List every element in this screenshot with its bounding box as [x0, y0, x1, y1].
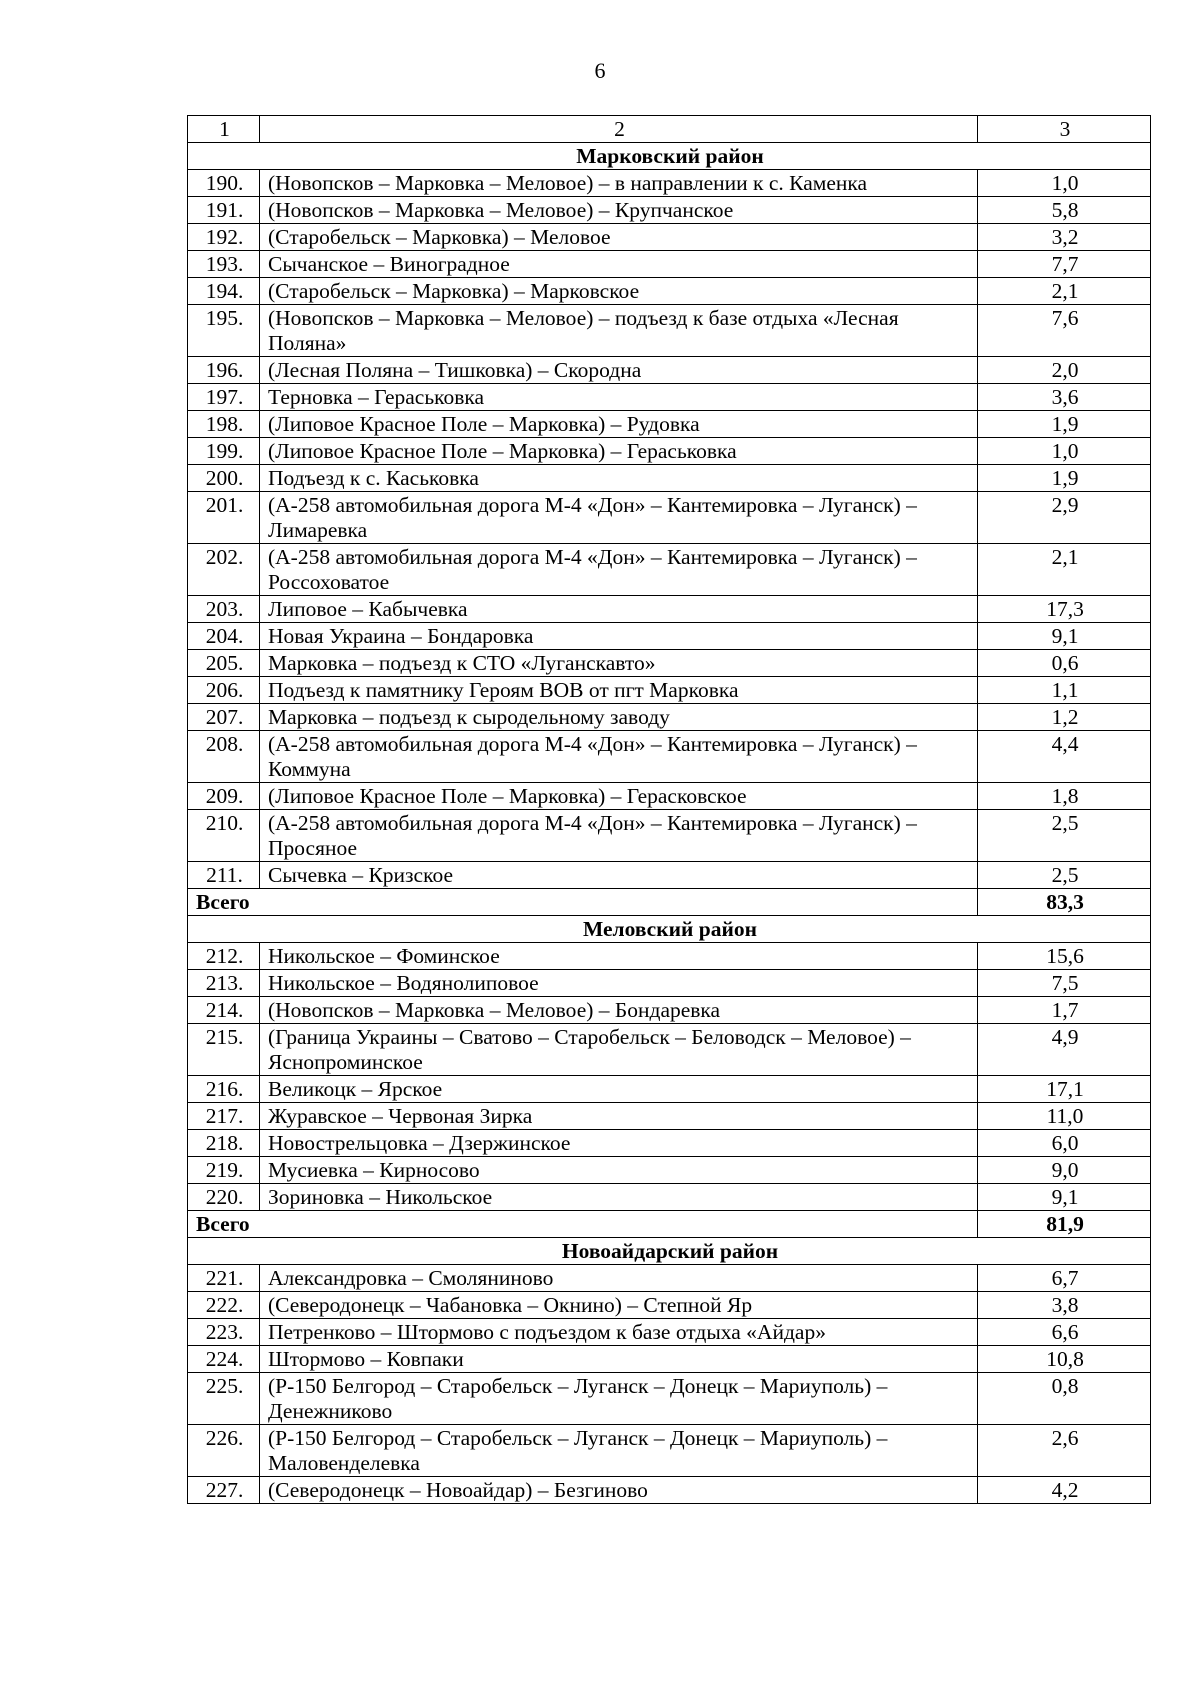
total-label: Всего — [188, 889, 978, 916]
road-length: 11,0 — [978, 1103, 1151, 1130]
column-number-1: 1 — [188, 116, 260, 143]
road-length: 1,1 — [978, 677, 1151, 704]
row-number: 195. — [188, 305, 260, 357]
row-number: 199. — [188, 438, 260, 465]
column-number-row — [188, 116, 1151, 143]
road-name: (Новопсков – Марковка – Меловое) – подъезд к базе отдыха «Лесная Поляна» — [260, 305, 978, 357]
road-name: Штормово – Ковпаки — [260, 1346, 978, 1373]
table-row — [188, 943, 1151, 970]
road-length: 0,6 — [978, 650, 1151, 677]
road-name: Журавское – Червоная Зирка — [260, 1103, 978, 1130]
district-name: Марковский район — [188, 143, 1151, 170]
row-number: 205. — [188, 650, 260, 677]
table-row — [188, 224, 1151, 251]
table-row — [188, 970, 1151, 997]
roads-table — [187, 115, 1151, 1504]
road-length: 9,0 — [978, 1157, 1151, 1184]
row-number: 213. — [188, 970, 260, 997]
road-length: 1,0 — [978, 170, 1151, 197]
road-length: 9,1 — [978, 1184, 1151, 1211]
road-length: 1,2 — [978, 704, 1151, 731]
row-number: 209. — [188, 783, 260, 810]
table-row — [188, 1157, 1151, 1184]
row-number: 207. — [188, 704, 260, 731]
road-name: Подъезд к памятнику Героям ВОВ от пгт Марковка — [260, 677, 978, 704]
row-number: 193. — [188, 251, 260, 278]
road-name: (Новопсков – Марковка – Меловое) – Крупчанское — [260, 197, 978, 224]
row-number: 192. — [188, 224, 260, 251]
table-row — [188, 411, 1151, 438]
road-name: (Липовое Красное Поле – Марковка) – Рудовка — [260, 411, 978, 438]
road-length: 1,8 — [978, 783, 1151, 810]
table-row — [188, 623, 1151, 650]
row-number: 225. — [188, 1373, 260, 1425]
road-length: 10,8 — [978, 1346, 1151, 1373]
road-name: Сычевка – Кризское — [260, 862, 978, 889]
table-row — [188, 704, 1151, 731]
road-name: Терновка – Гераськовка — [260, 384, 978, 411]
road-name: (Граница Украины – Сватово – Старобельск – Беловодск – Меловое) – Яснопроминское — [260, 1024, 978, 1076]
road-name: Сычанское – Виноградное — [260, 251, 978, 278]
road-name: (Северодонецк – Новоайдар) – Безгиново — [260, 1477, 978, 1504]
district-name: Меловский район — [188, 916, 1151, 943]
road-length: 5,8 — [978, 197, 1151, 224]
district-header-row — [188, 143, 1151, 170]
road-length: 3,8 — [978, 1292, 1151, 1319]
road-name: (Липовое Красное Поле – Марковка) – Гераськовка — [260, 438, 978, 465]
table-row — [188, 1292, 1151, 1319]
row-number: 227. — [188, 1477, 260, 1504]
table-row — [188, 170, 1151, 197]
road-length: 7,6 — [978, 305, 1151, 357]
table-row — [188, 544, 1151, 596]
road-length: 2,5 — [978, 810, 1151, 862]
page-number: 6 — [594, 58, 606, 83]
table-row — [188, 492, 1151, 544]
road-name: Марковка – подъезд к сыродельному заводу — [260, 704, 978, 731]
row-number: 218. — [188, 1130, 260, 1157]
road-length: 4,4 — [978, 731, 1151, 783]
row-number: 211. — [188, 862, 260, 889]
total-value: 83,3 — [978, 889, 1151, 916]
row-number: 203. — [188, 596, 260, 623]
row-number: 204. — [188, 623, 260, 650]
roads-table-body — [188, 116, 1151, 1504]
table-row — [188, 278, 1151, 305]
road-length: 2,1 — [978, 544, 1151, 596]
table-row — [188, 1477, 1151, 1504]
road-length: 15,6 — [978, 943, 1151, 970]
road-length: 1,7 — [978, 997, 1151, 1024]
row-number: 222. — [188, 1292, 260, 1319]
road-length: 6,7 — [978, 1265, 1151, 1292]
table-row — [188, 1024, 1151, 1076]
road-name: (А-258 автомобильная дорога М-4 «Дон» – Кантемировка – Луганск) – Коммуна — [260, 731, 978, 783]
road-length: 1,0 — [978, 438, 1151, 465]
road-name: (А-258 автомобильная дорога М-4 «Дон» – Кантемировка – Луганск) – Россоховатое — [260, 544, 978, 596]
table-row — [188, 997, 1151, 1024]
table-row — [188, 862, 1151, 889]
road-name: (Липовое Красное Поле – Марковка) – Герасковское — [260, 783, 978, 810]
table-row — [188, 438, 1151, 465]
road-name: Мусиевка – Кирносово — [260, 1157, 978, 1184]
road-length: 2,5 — [978, 862, 1151, 889]
table-row — [188, 465, 1151, 492]
table-row — [188, 305, 1151, 357]
district-header-row — [188, 1238, 1151, 1265]
row-number: 197. — [188, 384, 260, 411]
row-number: 191. — [188, 197, 260, 224]
total-row — [188, 889, 1151, 916]
table-row — [188, 357, 1151, 384]
table-row — [188, 1425, 1151, 1477]
row-number: 196. — [188, 357, 260, 384]
row-number: 190. — [188, 170, 260, 197]
total-value: 81,9 — [978, 1211, 1151, 1238]
total-row — [188, 1211, 1151, 1238]
table-row — [188, 1373, 1151, 1425]
row-number: 224. — [188, 1346, 260, 1373]
row-number: 220. — [188, 1184, 260, 1211]
table-row — [188, 251, 1151, 278]
road-name: Новострельцовка – Дзержинское — [260, 1130, 978, 1157]
table-row — [188, 1076, 1151, 1103]
road-name: (Р-150 Белгород – Старобельск – Луганск – Донецк – Мариуполь) – Денежниково — [260, 1373, 978, 1425]
road-length: 17,1 — [978, 1076, 1151, 1103]
row-number: 206. — [188, 677, 260, 704]
row-number: 202. — [188, 544, 260, 596]
table-row — [188, 384, 1151, 411]
road-name: (Старобельск – Марковка) – Меловое — [260, 224, 978, 251]
road-name: (Новопсков – Марковка – Меловое) – в направлении к с. Каменка — [260, 170, 978, 197]
road-name: Никольское – Водянолиповое — [260, 970, 978, 997]
row-number: 216. — [188, 1076, 260, 1103]
road-length: 7,5 — [978, 970, 1151, 997]
district-header-row — [188, 916, 1151, 943]
row-number: 221. — [188, 1265, 260, 1292]
table-row — [188, 1184, 1151, 1211]
table-row — [188, 1265, 1151, 1292]
row-number: 217. — [188, 1103, 260, 1130]
row-number: 198. — [188, 411, 260, 438]
row-number: 210. — [188, 810, 260, 862]
road-name: (Лесная Поляна – Тишковка) – Скородна — [260, 357, 978, 384]
table-row — [188, 596, 1151, 623]
road-name: (А-258 автомобильная дорога М-4 «Дон» – Кантемировка – Луганск) – Просяное — [260, 810, 978, 862]
row-number: 214. — [188, 997, 260, 1024]
road-name: Зориновка – Никольское — [260, 1184, 978, 1211]
total-label: Всего — [188, 1211, 978, 1238]
district-name: Новоайдарский район — [188, 1238, 1151, 1265]
road-length: 3,6 — [978, 384, 1151, 411]
table-row — [188, 1130, 1151, 1157]
road-length: 6,6 — [978, 1319, 1151, 1346]
road-length: 2,0 — [978, 357, 1151, 384]
table-row — [188, 1319, 1151, 1346]
road-length: 2,9 — [978, 492, 1151, 544]
road-name: Марковка – подъезд к СТО «Луганскавто» — [260, 650, 978, 677]
road-length: 4,2 — [978, 1477, 1151, 1504]
road-name: Никольское – Фоминское — [260, 943, 978, 970]
road-name: Подъезд к с. Каськовка — [260, 465, 978, 492]
table-row — [188, 197, 1151, 224]
road-length: 3,2 — [978, 224, 1151, 251]
road-length: 6,0 — [978, 1130, 1151, 1157]
column-number-2: 2 — [260, 116, 978, 143]
table-row — [188, 677, 1151, 704]
row-number: 212. — [188, 943, 260, 970]
road-name: Петренково – Штормово с подъездом к базе отдыха «Айдар» — [260, 1319, 978, 1346]
table-row — [188, 810, 1151, 862]
table-row — [188, 650, 1151, 677]
road-length: 7,7 — [978, 251, 1151, 278]
road-name: Александровка – Смоляниново — [260, 1265, 978, 1292]
table-row — [188, 731, 1151, 783]
road-length: 17,3 — [978, 596, 1151, 623]
road-name: Новая Украина – Бондаровка — [260, 623, 978, 650]
road-name: (А-258 автомобильная дорога М-4 «Дон» – Кантемировка – Луганск) – Лимаревка — [260, 492, 978, 544]
column-number-3: 3 — [978, 116, 1151, 143]
table-row — [188, 1346, 1151, 1373]
road-length: 9,1 — [978, 623, 1151, 650]
road-name: (Новопсков – Марковка – Меловое) – Бондаревка — [260, 997, 978, 1024]
table-row — [188, 1103, 1151, 1130]
road-length: 0,8 — [978, 1373, 1151, 1425]
row-number: 219. — [188, 1157, 260, 1184]
row-number: 223. — [188, 1319, 260, 1346]
road-name: (Северодонецк – Чабановка – Окнино) – Степной Яр — [260, 1292, 978, 1319]
road-name: (Р-150 Белгород – Старобельск – Луганск – Донецк – Мариуполь) – Маловенделевка — [260, 1425, 978, 1477]
road-name: Липовое – Кабычевка — [260, 596, 978, 623]
road-length: 4,9 — [978, 1024, 1151, 1076]
row-number: 201. — [188, 492, 260, 544]
row-number: 208. — [188, 731, 260, 783]
road-name: (Старобельск – Марковка) – Марковское — [260, 278, 978, 305]
road-length: 2,6 — [978, 1425, 1151, 1477]
row-number: 215. — [188, 1024, 260, 1076]
road-name: Великоцк – Ярское — [260, 1076, 978, 1103]
table-row — [188, 783, 1151, 810]
road-length: 1,9 — [978, 411, 1151, 438]
road-length: 2,1 — [978, 278, 1151, 305]
row-number: 226. — [188, 1425, 260, 1477]
row-number: 200. — [188, 465, 260, 492]
road-length: 1,9 — [978, 465, 1151, 492]
row-number: 194. — [188, 278, 260, 305]
